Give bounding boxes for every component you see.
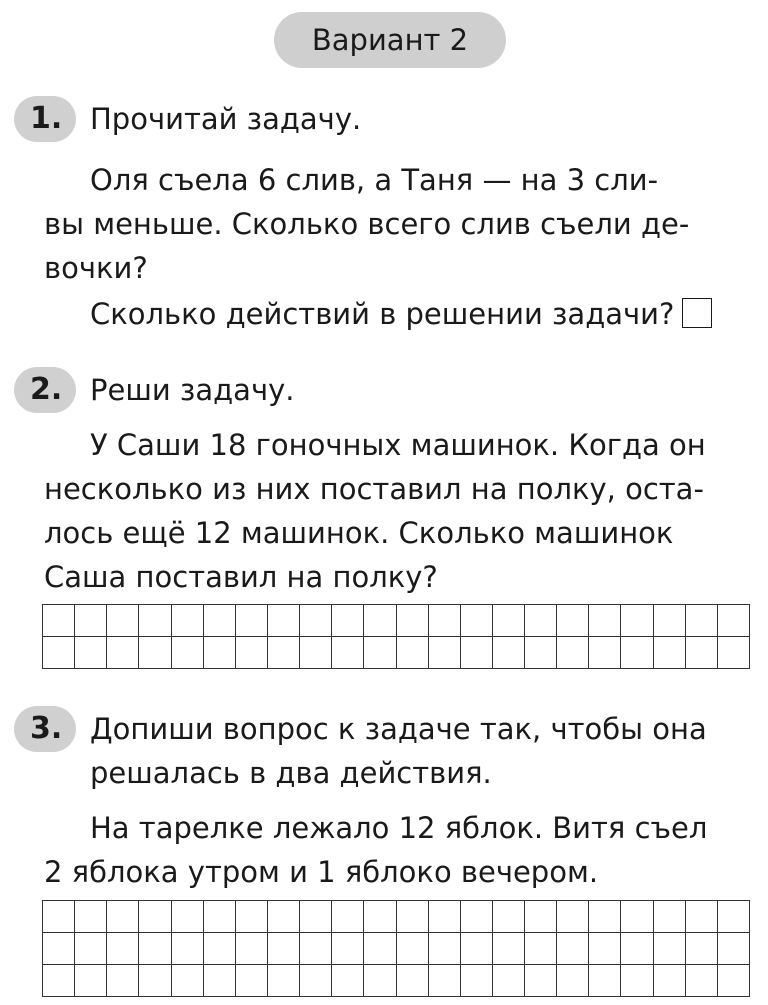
grid-cell[interactable] <box>172 933 204 965</box>
grid-cell[interactable] <box>268 901 300 933</box>
grid-cell[interactable] <box>43 637 75 669</box>
task-2-text-line-1: У Саши 18 гоночных машинок. Когда он <box>90 428 706 462</box>
grid-cell[interactable] <box>686 933 718 965</box>
grid-cell[interactable] <box>493 965 525 997</box>
grid-cell[interactable] <box>300 637 332 669</box>
grid-cell[interactable] <box>139 605 171 637</box>
grid-cell[interactable] <box>686 901 718 933</box>
grid-cell[interactable] <box>300 965 332 997</box>
grid-cell[interactable] <box>236 605 268 637</box>
grid-cell[interactable] <box>268 933 300 965</box>
grid-cell[interactable] <box>461 933 493 965</box>
task-3-text-line-2: 2 яблока утром и 1 яблоко вечером. <box>44 855 599 889</box>
grid-cell[interactable] <box>525 605 557 637</box>
grid-cell[interactable] <box>332 637 364 669</box>
grid-cell[interactable] <box>429 605 461 637</box>
grid-cell[interactable] <box>268 965 300 997</box>
grid-cell[interactable] <box>621 637 653 669</box>
grid-cell[interactable] <box>461 637 493 669</box>
grid-cell[interactable] <box>332 933 364 965</box>
grid-cell[interactable] <box>654 637 686 669</box>
task-2-instruction: Реши задачу. <box>90 373 295 407</box>
grid-cell[interactable] <box>364 933 396 965</box>
grid-cell[interactable] <box>621 965 653 997</box>
grid-cell[interactable] <box>364 637 396 669</box>
grid-cell[interactable] <box>525 901 557 933</box>
grid-cell[interactable] <box>43 933 75 965</box>
grid-cell[interactable] <box>654 605 686 637</box>
task-2-number: 2. <box>30 372 63 407</box>
grid-cell[interactable] <box>589 965 621 997</box>
grid-cell[interactable] <box>397 901 429 933</box>
grid-cell[interactable] <box>75 965 107 997</box>
grid-cell[interactable] <box>397 637 429 669</box>
task-3-text-line-1: На тарелке лежало 12 яблок. Витя съел <box>90 811 708 845</box>
task-2-text-line-2: несколько из них поставил на полку, оста- <box>44 472 704 506</box>
grid-cell[interactable] <box>204 605 236 637</box>
grid-cell[interactable] <box>621 605 653 637</box>
grid-cell[interactable] <box>75 605 107 637</box>
grid-cell[interactable] <box>589 901 621 933</box>
grid-cell[interactable] <box>332 965 364 997</box>
grid-cell[interactable] <box>139 901 171 933</box>
grid-cell[interactable] <box>43 901 75 933</box>
grid-cell[interactable] <box>300 933 332 965</box>
task-1-question-row <box>90 292 712 336</box>
grid-cell[interactable] <box>43 605 75 637</box>
grid-cell[interactable] <box>557 637 589 669</box>
task-1-text-line-1: Оля съела 6 слив, а Таня — на 3 сли- <box>90 163 659 197</box>
grid-cell[interactable] <box>461 901 493 933</box>
grid-cell[interactable] <box>236 965 268 997</box>
grid-cell[interactable] <box>364 901 396 933</box>
grid-cell[interactable] <box>107 901 139 933</box>
grid-cell[interactable] <box>364 965 396 997</box>
grid-cell[interactable] <box>493 933 525 965</box>
grid-cell[interactable] <box>236 933 268 965</box>
grid-cell[interactable] <box>493 637 525 669</box>
task-1-instruction: Прочитай задачу. <box>90 102 362 136</box>
grid-cell[interactable] <box>429 637 461 669</box>
grid-cell[interactable] <box>300 605 332 637</box>
grid-cell[interactable] <box>461 965 493 997</box>
grid-cell[interactable] <box>429 901 461 933</box>
grid-cell[interactable] <box>397 933 429 965</box>
grid-cell[interactable] <box>429 933 461 965</box>
grid-cell[interactable] <box>139 965 171 997</box>
task-2-answer-grid[interactable] <box>42 604 750 669</box>
grid-cell[interactable] <box>364 605 396 637</box>
grid-cell[interactable] <box>172 637 204 669</box>
grid-cell[interactable] <box>525 965 557 997</box>
grid-cell[interactable] <box>557 901 589 933</box>
grid-cell[interactable] <box>557 965 589 997</box>
grid-cell[interactable] <box>75 901 107 933</box>
grid-cell[interactable] <box>718 933 750 965</box>
grid-cell[interactable] <box>332 605 364 637</box>
grid-cell[interactable] <box>718 965 750 997</box>
task-3-instruction-line-1: Допиши вопрос к задаче так, чтобы она <box>90 712 707 746</box>
grid-cell[interactable] <box>204 637 236 669</box>
grid-cell[interactable] <box>139 933 171 965</box>
grid-cell[interactable] <box>139 637 171 669</box>
grid-cell[interactable] <box>557 933 589 965</box>
grid-cell[interactable] <box>300 901 332 933</box>
grid-cell[interactable] <box>654 965 686 997</box>
grid-cell[interactable] <box>493 605 525 637</box>
grid-cell[interactable] <box>107 965 139 997</box>
grid-cell[interactable] <box>172 605 204 637</box>
task-3-answer-grid[interactable] <box>42 900 750 997</box>
task-3-instruction-line-2: решалась в два действия. <box>90 756 492 790</box>
grid-cell[interactable] <box>589 933 621 965</box>
grid-cell[interactable] <box>718 637 750 669</box>
grid-cell[interactable] <box>172 901 204 933</box>
grid-cell[interactable] <box>461 605 493 637</box>
task-1-number: 1. <box>30 101 63 136</box>
grid-cell[interactable] <box>332 901 364 933</box>
grid-cell[interactable] <box>557 605 589 637</box>
grid-cell[interactable] <box>397 605 429 637</box>
grid-cell[interactable] <box>654 933 686 965</box>
grid-cell[interactable] <box>397 965 429 997</box>
grid-cell[interactable] <box>686 605 718 637</box>
grid-cell[interactable] <box>525 933 557 965</box>
grid-cell[interactable] <box>172 965 204 997</box>
grid-cell[interactable] <box>686 637 718 669</box>
task-1-question: Сколько действий в решении задачи? <box>90 297 675 331</box>
grid-cell[interactable] <box>204 965 236 997</box>
grid-cell[interactable] <box>204 933 236 965</box>
grid-cell[interactable] <box>429 965 461 997</box>
grid-cell[interactable] <box>621 901 653 933</box>
grid-cell[interactable] <box>107 605 139 637</box>
grid-cell[interactable] <box>75 933 107 965</box>
task-2-text-line-4: Саша поставил на полку? <box>44 560 438 594</box>
task-3-number: 3. <box>30 711 63 746</box>
grid-cell[interactable] <box>525 637 557 669</box>
task-1-text-line-2: вы меньше. Сколько всего слив съели де- <box>44 207 690 241</box>
grid-cell[interactable] <box>268 637 300 669</box>
grid-cell[interactable] <box>493 901 525 933</box>
grid-cell[interactable] <box>268 605 300 637</box>
grid-cell[interactable] <box>107 933 139 965</box>
grid-cell[interactable] <box>621 933 653 965</box>
task-1-text-line-3: вочки? <box>44 251 148 285</box>
task-2-text-line-3: лось ещё 12 машинок. Сколько машинок <box>44 516 674 550</box>
variant-title: Вариант 2 <box>274 12 506 68</box>
task-1-answer-box[interactable] <box>682 298 712 328</box>
grid-cell[interactable] <box>204 901 236 933</box>
grid-cell[interactable] <box>718 605 750 637</box>
grid-cell[interactable] <box>589 637 621 669</box>
grid-cell[interactable] <box>686 965 718 997</box>
grid-cell[interactable] <box>75 637 107 669</box>
grid-cell[interactable] <box>107 637 139 669</box>
grid-cell[interactable] <box>654 901 686 933</box>
grid-cell[interactable] <box>718 901 750 933</box>
grid-cell[interactable] <box>236 637 268 669</box>
grid-cell[interactable] <box>236 901 268 933</box>
grid-cell[interactable] <box>43 965 75 997</box>
grid-cell[interactable] <box>589 605 621 637</box>
